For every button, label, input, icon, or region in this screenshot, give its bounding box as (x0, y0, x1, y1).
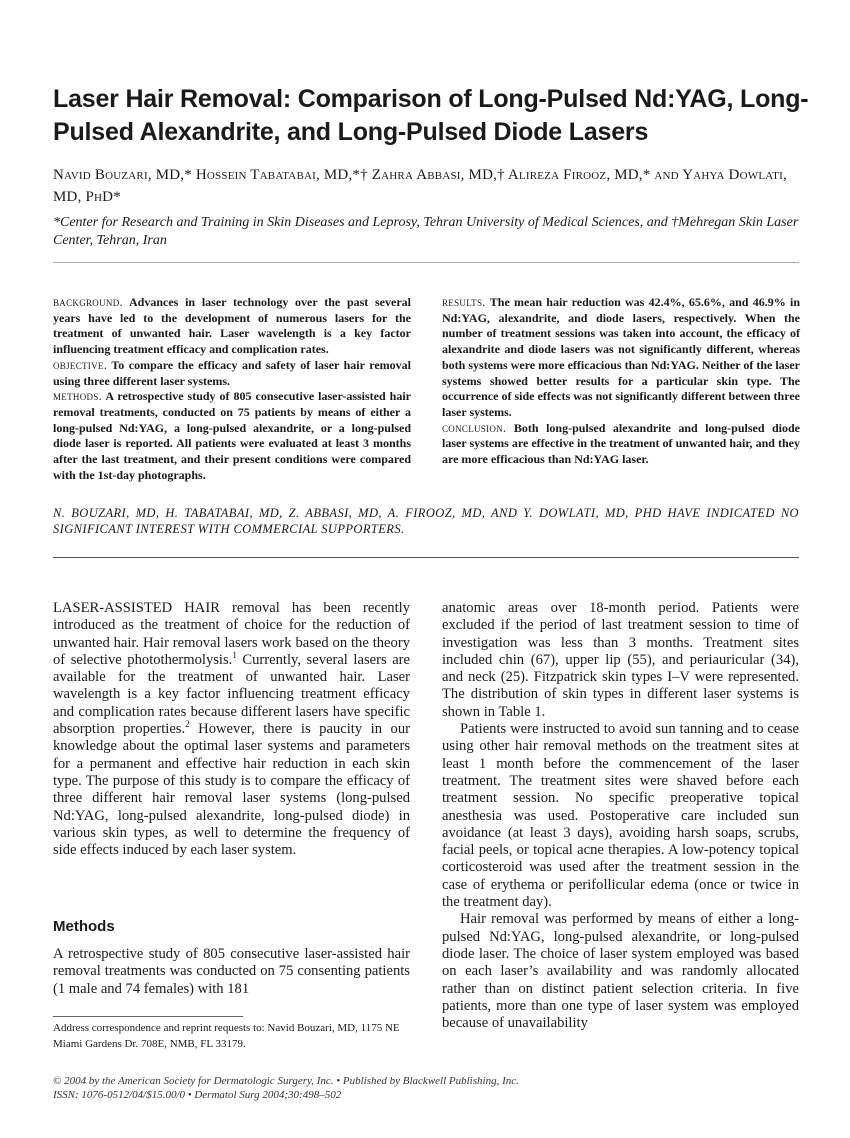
affiliation: *Center for Research and Training in Skin Diseases and Leprosy, Tehran University of Medical Sciences, and †Mehregan Skin Laser Center, Tehran, Iran (53, 215, 799, 248)
citation-1: 1 (232, 650, 237, 661)
copyright-line: © 2004 by the American Society for Dermatologic Surgery, Inc. • Published by Blackwell Publishing, Inc. (53, 1075, 519, 1087)
abstract-results-text: The mean hair reduction was 42.4%, 65.6%, and 46.9% in Nd:YAG, alexandrite, and diode lasers, respectively. When the number of treatment sessions was taken into account, the efficacy of alexandrite and diode lasers was not significantly different, whereas both systems were more efficacious than Nd:YAG. Neither of the laser systems showed better results for a particular skin type. The occurrence of side effects was not significantly different between three laser systems. (442, 295, 800, 419)
abstract-objective-text: To compare the efficacy and safety of laser hair removal using three different laser systems. (53, 357, 411, 388)
conflict-disclosure: N. BOUZARI, MD, H. TABATABAI, MD, Z. ABBASI, MD, A. FIROOZ, MD, AND Y. DOWLATI, MD, PHD HAVE INDICATED NO SIGNIFICANT INTEREST WITH COMMERCIAL SUPPORTERS. (53, 506, 799, 536)
abstract-background-text: Advances in laser technology over the past several years have led to the development of numerous lasers for the treatment of unwanted hair. Laser wavelength is a key factor influencing treatment efficacy and complication rates. (53, 295, 411, 357)
introduction-paragraph (53, 600, 410, 859)
body-paragraph-2: Patients were instructed to avoid sun tanning and to cease using other hair removal methods on the treatment sites at least 1 month before the commencement of the laser treatment. The treatment sites were shaved before each treatment session. No specific preoperative topical anesthesia was used. Postoperative care included sun avoidance (at least 3 days), avoiding harsh soaps, scrubs, facial peels, or topical acne therapies. A low-potency topical corticosteroid was used after the treatment session in the case of erythema or perifollicular edema (once or twice in the treatment day). (442, 721, 799, 911)
abstract-left-column (53, 295, 411, 483)
abstract-conclusion-label: conclusion. (442, 420, 507, 435)
introduction-column (53, 600, 410, 859)
abstract-results-label: results. (442, 295, 486, 309)
intro-text-3: However, there is paucity in our knowledge about the optimal laser systems and parameters for a permanent and effective hair reduction in each skin type. The purpose of this study is to compare the efficacy of three different hair removal laser systems (long-pulsed Nd:YAG, long-pulsed alexandrite, long-pulsed diode) in various skin types, as well to determine the frequency of side effects induced by each laser system. (53, 721, 410, 859)
citation-2: 2 (185, 719, 190, 730)
abstract-background-label: background. (53, 295, 123, 309)
issn-line: ISSN: 1076-0512/04/$15.00/0 • Dermatol Surg 2004;30:498–502 (53, 1089, 342, 1101)
author-list: Navid Bouzari, MD,* Hossein Tabatabai, MD,*† Zahra Abbasi, MD,† Alireza Firooz, MD,* and Yahya Dowlati, MD, PhD* (53, 167, 787, 205)
right-body-column (442, 600, 799, 1032)
correspondence-footnote: Address correspondence and reprint requests to: Navid Bouzari, MD, 1175 NE Miami Gardens Dr. 708E, NMB, FL 33179. (53, 1022, 400, 1050)
intro-text-2: Currently, several lasers are available for the treatment of unwanted hair. Laser wavelength is a key factor influencing treatment efficacy and complication rates because different lasers have specific absorption properties. (53, 651, 411, 738)
body-paragraph-3: Hair removal was performed by means of either a long-pulsed Nd:YAG, long-pulsed alexandrite, or long-pulsed diode laser. The choice of laser system employed was based on each laser’s availability and was randomly allocated rather than on distinct patient selection criteria. In five patients, more than one type of laser system was employed because of unavailability (442, 911, 799, 1032)
methods-heading: Methods (53, 918, 115, 935)
header-divider (53, 262, 799, 263)
abstract-methods-label: methods. (53, 389, 103, 404)
abstract-divider (53, 557, 799, 558)
copyright-notice (53, 1074, 653, 1102)
intro-text-1: LASER-ASSISTED HAIR removal has been recently introduced as the treatment of choice for the reduction of unwanted hair. Hair removal lasers work based on the theory of selective photothermolysis. (53, 600, 410, 668)
abstract-conclusion-text: Both long-pulsed alexandrite and long-pulsed diode laser systems are effective in the treatment of unwanted hair, and they are more efficacious than Nd:YAG laser. (442, 420, 801, 467)
methods-paragraph: A retrospective study of 805 consecutive laser-assisted hair removal treatments was conducted on 75 consenting patients (1 male and 74 females) with 181 (53, 946, 410, 997)
article-title: Laser Hair Removal: Comparison of Long-Pulsed Nd:YAG, Long-Pulsed Alexandrite, and Long-Pulsed Diode Lasers (53, 85, 809, 146)
footnote-divider (53, 1016, 243, 1017)
abstract-right-column (442, 295, 800, 468)
body-paragraph-1: anatomic areas over 18-month period. Patients were excluded if the period of last treatment session to time of investigation was less than 3 months. Treatment sites included chin (67), upper lip (55), and periauricular (34), and neck (25). Fitzpatrick skin types I–V were represented. The distribution of skin types in different laser systems is shown in Table 1. (442, 600, 799, 720)
abstract-methods-text: A retrospective study of 805 consecutive laser-assisted hair removal treatments, conducted on 75 patients by means of either a long-pulsed Nd:YAG, a long-pulsed alexandrite, or a long-pulsed diode laser is reported. All patients were evaluated at least 3 months after the last treatment, and their present conditions were compared with the 1st-day photographs. (53, 389, 411, 482)
abstract-objective-label: objective. (53, 357, 108, 372)
